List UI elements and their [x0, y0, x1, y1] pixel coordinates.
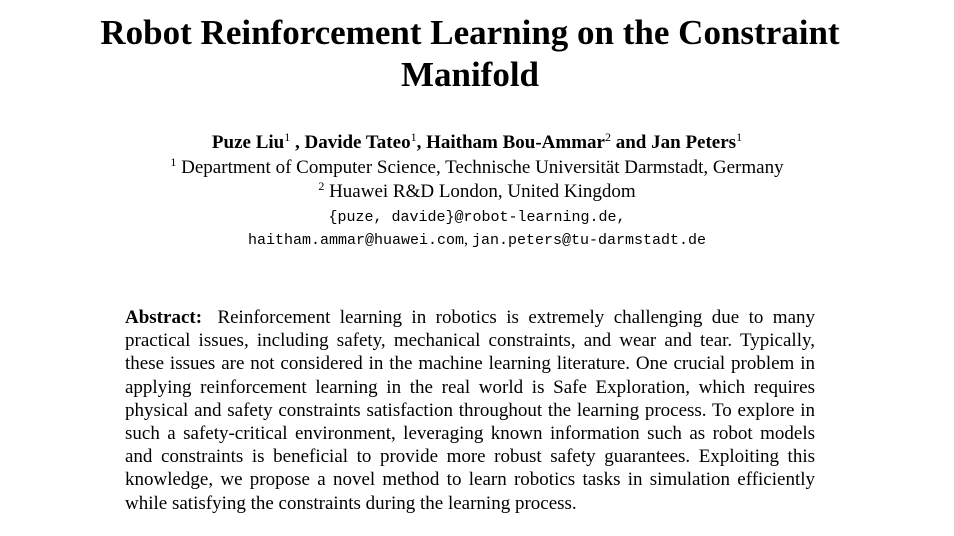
affiliation-marker: 1	[410, 130, 417, 144]
author-separator: ,	[416, 132, 427, 153]
author-name: Davide Tateo	[304, 132, 411, 153]
abstract-text: Reinforcement learning in robotics is extremely challenging due to many practical issues, including safety, mechanical constraints, and wear and tear. Typically, these issues are not considered in the machine learning literature. One crucial problem in applying reinforcement learning in the real world is Safe Exploration, which requires physical and safety constraints satisfaction throughout the learning process. To explore in such a safety-critical environment, leveraging known information such as robot models and constraints is beneficial to provide more robust safety guarantees. Exploiting this knowledge, we propose a novel method to learn robotics tasks in simulation efficiently while satisfying the constraints during the learning process.	[125, 307, 815, 514]
author-name: Puze Liu	[211, 132, 285, 153]
email-line-2	[0, 229, 954, 252]
abstract	[125, 306, 815, 515]
affiliation-marker: 1	[736, 130, 743, 144]
email-address: jan.peters@tu-darmstadt.de	[472, 232, 707, 249]
affiliation-number: 2	[318, 179, 325, 193]
paper-title: Robot Reinforcement Learning on the Constraint Manifold	[100, 13, 840, 94]
author-separator: and	[610, 132, 652, 153]
email-separator: ,	[464, 231, 472, 248]
affiliation-text: Huawei R&D London, United Kingdom	[329, 181, 636, 202]
email-address: haitham.ammar@huawei.com	[247, 232, 464, 249]
author-separator: ,	[290, 132, 305, 153]
affiliation-marker: 1	[284, 130, 291, 144]
affiliation-text: Department of Computer Science, Technische Universität Darmstadt, Germany	[181, 157, 784, 178]
affiliation-number: 1	[170, 155, 177, 169]
affiliation-marker: 2	[604, 130, 611, 144]
affiliation-1	[0, 156, 954, 180]
abstract-label: Abstract:	[125, 307, 203, 328]
affiliation-2	[0, 180, 954, 204]
author-list	[0, 131, 954, 155]
email-line-1	[0, 206, 954, 229]
email-address: {puze, davide}@robot-learning.de,	[328, 209, 626, 226]
author-name: Haitham Bou-Ammar	[426, 132, 605, 153]
author-name: Jan Peters	[651, 132, 737, 153]
